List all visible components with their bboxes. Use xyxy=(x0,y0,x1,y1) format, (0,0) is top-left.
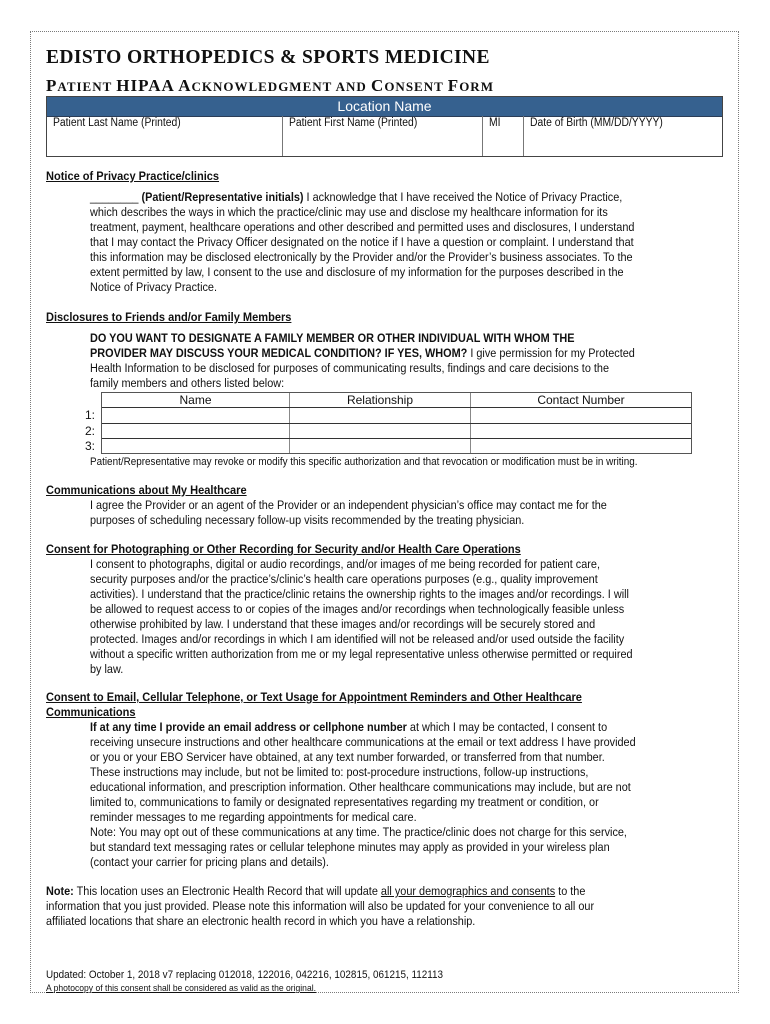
name-input-2[interactable] xyxy=(102,424,290,438)
relationship-input-3[interactable] xyxy=(290,439,471,453)
row-number: 2: xyxy=(85,424,96,438)
column-header-name: Name xyxy=(102,393,290,407)
table-row xyxy=(102,424,691,439)
ehr-note-paragraph: Note: This location uses an Electronic Health Record that will update all your demographics and consents to the information that you just provided. Please note this information will also be updated for your convenience to all our affiliated locations that share an electronic health record in which you have a relationship. xyxy=(46,884,595,928)
revoke-note: Patient/Representative may revoke or modify this specific authorization and that revocation or modification must be in writing. xyxy=(90,456,638,468)
initials-blank[interactable]: ________ xyxy=(90,190,139,204)
row-number: 3: xyxy=(85,439,96,453)
field-label: Date of Birth (MM/DD/YYYY) xyxy=(530,117,663,129)
email-consent-heading: Consent to Email, Cellular Telephone, or Text Usage for Appointment Reminders and Other Healthcare xyxy=(46,690,582,704)
location-name-band: Location Name xyxy=(47,97,722,117)
table-header-row xyxy=(102,393,691,408)
patient-info-table xyxy=(46,96,723,157)
patient-first-name-field[interactable] xyxy=(283,116,483,156)
field-label: MI xyxy=(489,117,501,129)
column-header-contact: Contact Number xyxy=(537,393,625,407)
photography-paragraph: I consent to photographs, digital or audio recordings, and/or images of me being recorded for patient care, security purposes and/or the practice’s/clinic’s health care operations purposes (e.g., quality improvement activities). I understand that the practice/clinic retains the ownership rights to the images and/or recordings. I will be allowed to request access to or copies of the images and/or recordings when technologically feasible unless otherwise prohibited by law. I understand that these images and/or recordings will be securely stored and protected. Images and/or recordings in which I am identified will not be released and/or used outside the facility without a specific written authorization from me or my legal representative unless otherwise permitted or required by law. xyxy=(90,557,633,676)
photocopy-note: A photocopy of this consent shall be considered as valid as the original. xyxy=(46,983,316,994)
email-consent-paragraph: If at any time I provide an email address or cellphone number at which I may be contacted, I consent to receiving unsecure instructions and other healthcare communications at the email or text address I have provided or you or your EBO Servicer have obtained, at any text number forwarded, or transferred from that number. These instructions may include, but not be limited to: post-procedure instructions, follow-up instructions, educational information, and prescription information. Other healthcare communications may include, but are not limited to, communications to family or designated representatives regarding my treatment or condition, or reminder messages to me regarding appointments for medical care. Note: You may opt out of these communications at any time. The practice/clinic does not charge for this service, but standard text messaging rates or cellular telephone minutes may apply as provided in your wireless plan (contact your carrier for pricing plans and details). xyxy=(90,720,636,869)
field-label: Patient First Name (Printed) xyxy=(289,117,418,129)
relationship-input-1[interactable] xyxy=(290,408,471,423)
name-input-3[interactable] xyxy=(102,439,290,453)
initials-label: (Patient/Representative initials) xyxy=(141,190,304,204)
organization-title: EDISTO ORTHOPEDICS & SPORTS MEDICINE xyxy=(46,47,490,68)
relationship-input-2[interactable] xyxy=(290,424,471,438)
middle-initial-field[interactable] xyxy=(483,116,524,156)
family-contacts-table xyxy=(101,392,692,454)
field-label: Patient Last Name (Printed) xyxy=(53,117,181,129)
column-header-relationship: Relationship xyxy=(290,393,471,407)
photography-heading: Consent for Photographing or Other Recording for Security and/or Health Care Operations xyxy=(46,542,521,556)
patient-last-name-field[interactable] xyxy=(47,116,283,156)
table-row xyxy=(102,408,691,424)
disclosures-paragraph: DO YOU WANT TO DESIGNATE A FAMILY MEMBER OR OTHER INDIVIDUAL WITH WHOM THE PROVIDER MAY DISCUSS YOUR MEDICAL CONDITION? IF YES, WHOM? I give permission for my Protected Health Information to be disclosed for purposes of communicating results, findings and care decisions to the family members and others listed below: xyxy=(90,331,635,390)
disclosures-heading: Disclosures to Friends and/or Family Members xyxy=(46,310,292,324)
contact-input-2[interactable] xyxy=(471,424,691,438)
contact-input-1[interactable] xyxy=(471,408,691,423)
privacy-heading: Notice of Privacy Practice/clinics xyxy=(46,169,220,183)
date-of-birth-field[interactable] xyxy=(524,116,722,156)
communications-heading: Communications about My Healthcare xyxy=(46,483,247,497)
row-number: 1: xyxy=(85,408,96,422)
privacy-paragraph: ________ (Patient/Representative initials) I acknowledge that I have received the Notice of Privacy Practice, which describes the ways in which the practice/clinic may use and disclose my healthcare information for its treatment, payment, healthcare operations and other described and permitted uses and disclosures, I understand that I may contact the Privacy Officer designated on the notice if I have a question or complaint. I understand that this information may be disclosed electronically by the Provider and/or the Provider’s business associates. To the extent permitted by law, I consent to the use and disclosure of my information for the purposes described in the Notice of Privacy Practice. xyxy=(90,190,635,294)
name-input-1[interactable] xyxy=(102,408,290,423)
communications-paragraph: I agree the Provider or an agent of the Provider or an independent physician’s office may contact me for the purposes of scheduling necessary follow-up visits recommended by the treating physician. xyxy=(90,498,607,527)
contact-input-3[interactable] xyxy=(471,439,691,453)
table-row xyxy=(102,439,691,453)
email-consent-heading-cont: Communications xyxy=(46,705,136,719)
form-title: PATIENT HIPAA ACKNOWLEDGMENT AND CONSENT FORM xyxy=(46,76,494,95)
version-note: Updated: October 1, 2018 v7 replacing 012018, 122016, 042216, 102815, 061215, 112113 xyxy=(46,969,444,981)
